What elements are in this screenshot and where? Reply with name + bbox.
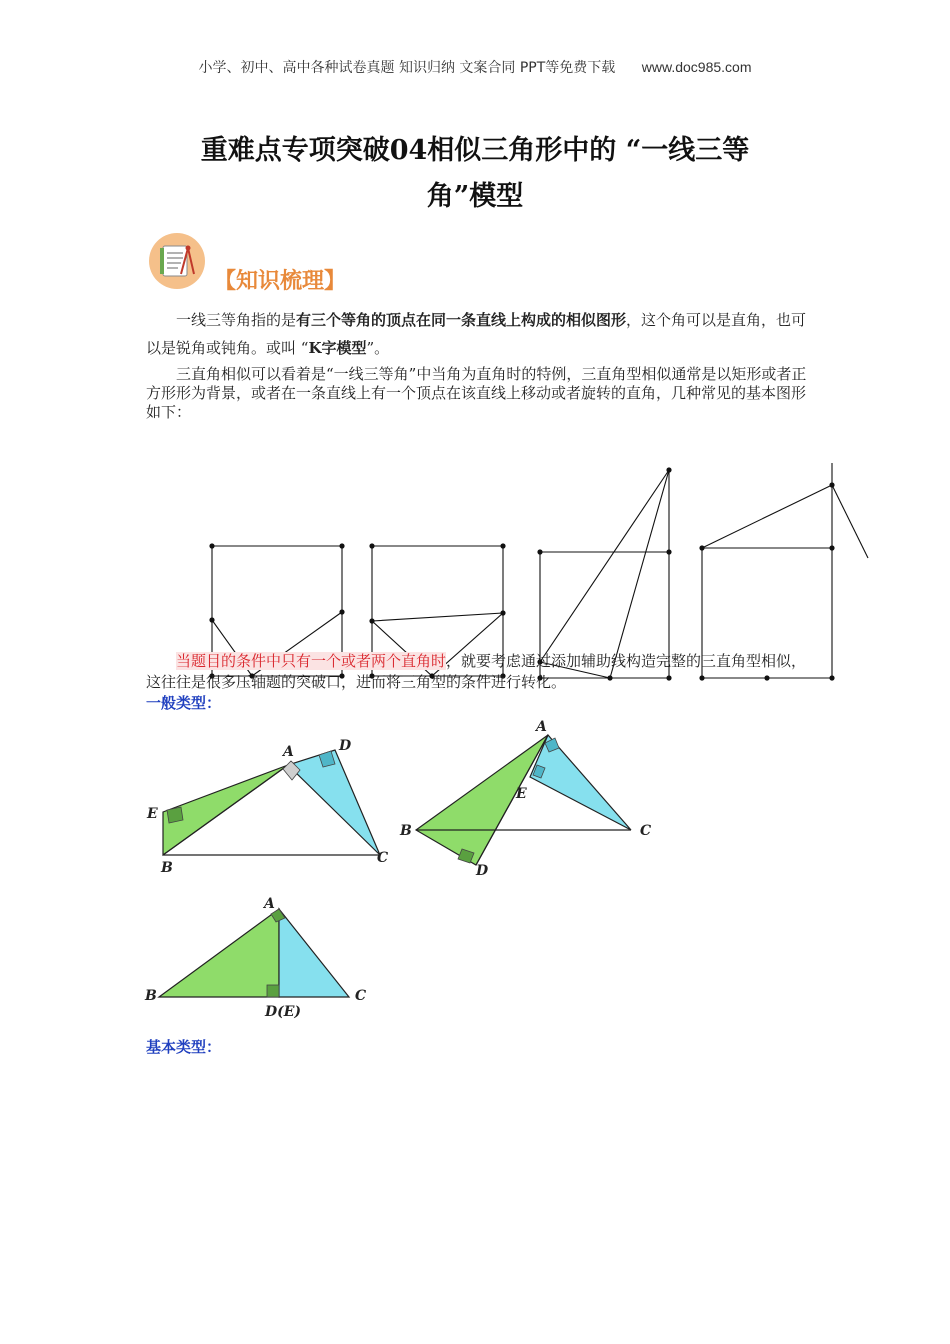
fig3-label-de: D(E) <box>265 1004 302 1020</box>
intro-text-b: ，这个角可以是直角，也可以是锐角或钝角。或叫 “ <box>146 311 807 357</box>
hint-red-text: 当题目的条件中只有一个或者两个直角时 <box>176 652 447 670</box>
fig1-label-c: C <box>377 850 389 866</box>
fig2-label-e: E <box>516 786 527 802</box>
figure-4-rectangle <box>702 463 868 678</box>
intro-text-a: 一线三等角指的是 <box>176 311 297 329</box>
colored-figure-3 <box>143 892 375 1024</box>
fig2-label-a: A <box>536 719 547 735</box>
page-title <box>150 128 800 220</box>
fig3-label-b: B <box>145 988 157 1004</box>
fig2-label-c: C <box>640 823 652 839</box>
fig2-label-d: D <box>476 863 489 879</box>
fig1-label-b: B <box>161 860 173 876</box>
fig2-label-b: B <box>400 823 412 839</box>
colored-figure-1 <box>143 732 398 882</box>
notebook-compass-icon <box>148 232 206 290</box>
fig1-label-d: D <box>339 738 352 754</box>
fig1-label-e: E <box>147 806 158 822</box>
header-tagline: 小学、初中、高中各种试卷真题 知识归纳 文案合同 PPT等免费下载 <box>198 60 616 76</box>
right-angle-paragraph <box>146 365 810 422</box>
fig3-label-c: C <box>355 988 367 1004</box>
title-line-2: 角”模型 <box>426 181 524 212</box>
intro-text-bold: 有三个等角的顶点在同一条直线上构成的相似图形 <box>296 311 627 329</box>
intro-text-c: ”。 <box>366 339 390 357</box>
section-heading: 【知识梳理】 <box>214 269 347 294</box>
heading-general-type: 一般类型： <box>146 694 222 712</box>
colored-figure-2 <box>398 715 658 883</box>
heading-basic-type: 基本类型： <box>146 1038 222 1056</box>
fig1-label-a: A <box>283 744 294 760</box>
hint-rest-text: ，就要考虑通过添加辅助线构造完整的三直角型相似，这往往是很多压轴题的突破口，进而将三角型的条件进行转化。 <box>146 652 807 691</box>
page-header <box>0 57 950 77</box>
intro-paragraph <box>146 306 810 362</box>
intro-text-k: K字模型 <box>308 339 367 357</box>
header-site[interactable]: www.doc985.com <box>641 59 752 75</box>
figure-3-rectangle <box>540 470 669 678</box>
right-angle-text: 三直角相似可以看着是“一线三等角”中当角为直角时的特例，三直角型相似通常是以矩形或者正方形形为背景，或者在一条直线上有一个顶点在该直线上移动或者旋转的直角，几种常见的基本图形如下： <box>146 365 807 421</box>
fig3-label-a: A <box>264 896 275 912</box>
hint-paragraph <box>146 651 810 693</box>
title-line-1: 重难点专项突破04相似三角形中的 “一线三等 <box>200 135 750 166</box>
